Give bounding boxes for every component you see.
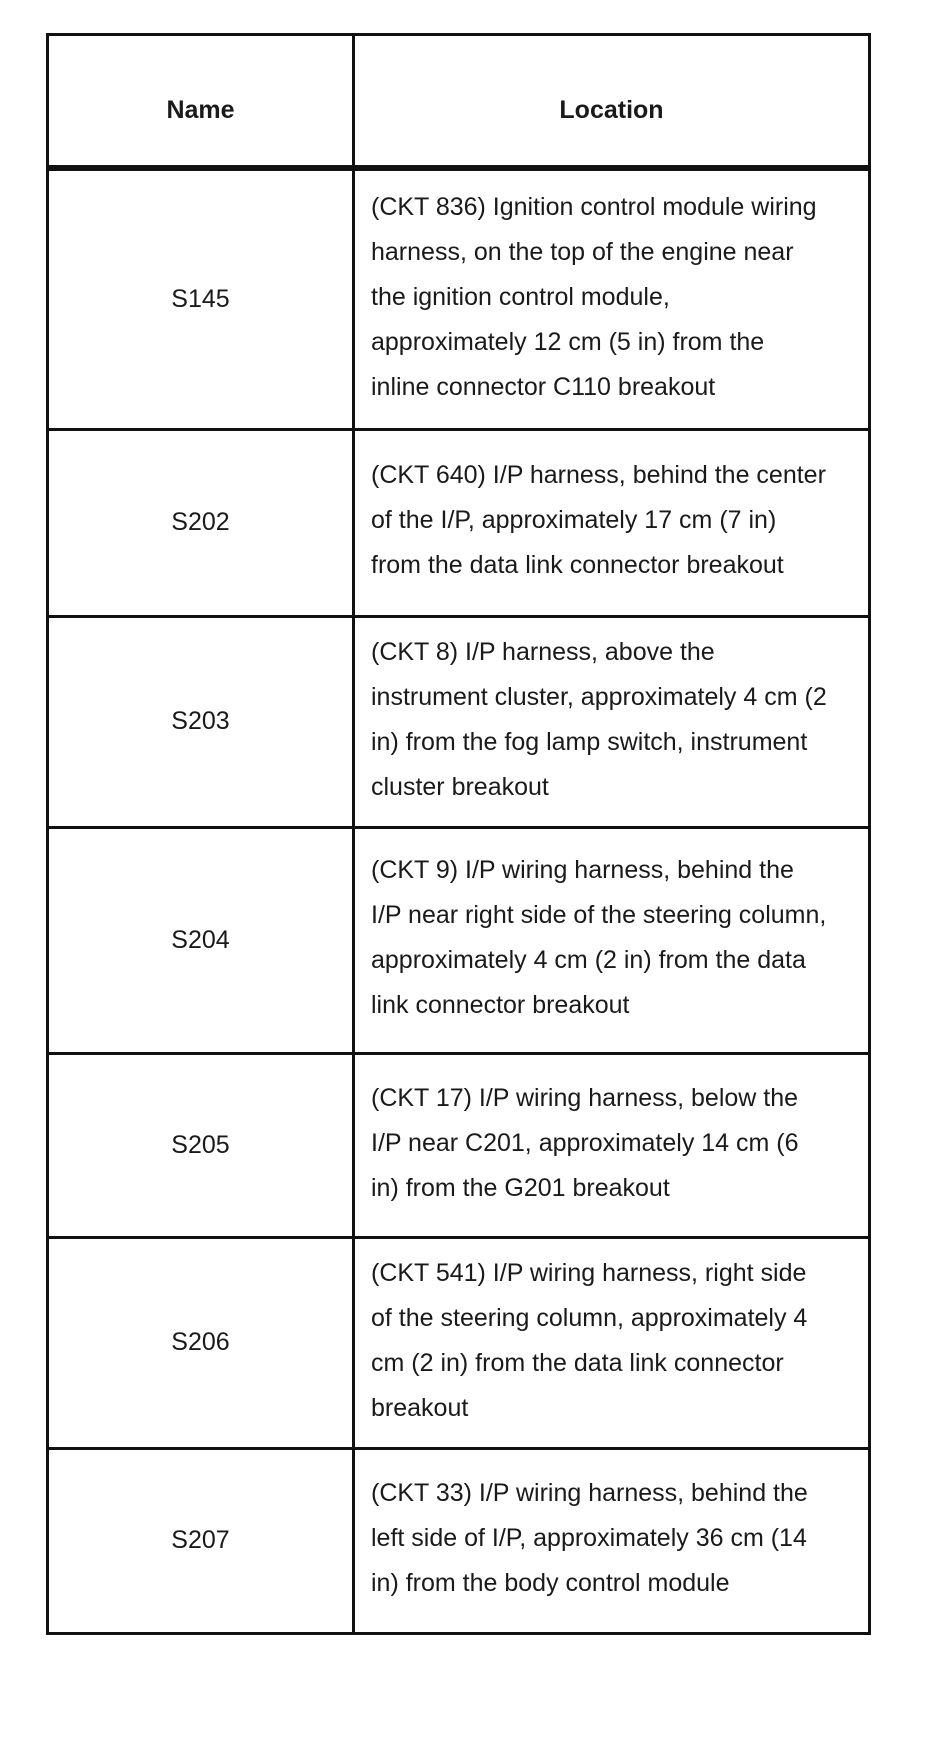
splice-name-cell: S145 (48, 168, 354, 429)
splice-name-cell: S204 (48, 827, 354, 1053)
splice-name-cell: S202 (48, 429, 354, 616)
splice-location-table (46, 33, 871, 1635)
splice-name-cell: S206 (48, 1237, 354, 1448)
splice-name-cell: S203 (48, 616, 354, 827)
splice-location-cell: (CKT 640) I/P harness, behind the center of the I/P, approximately 17 cm (7 in) from the data link connector breakout (354, 429, 870, 616)
splice-location-table-wrapper (46, 33, 868, 1635)
table-row (48, 1237, 870, 1448)
table-row (48, 1053, 870, 1237)
table-row (48, 429, 870, 616)
splice-location-cell: (CKT 8) I/P harness, above the instrument cluster, approximately 4 cm (2 in) from the fog lamp switch, instrument cluster breakout (354, 616, 870, 827)
column-header-location: Location (354, 35, 870, 169)
splice-location-cell: (CKT 541) I/P wiring harness, right side of the steering column, approximately 4 cm (2 in) from the data link connector breakout (354, 1237, 870, 1448)
splice-name-cell: S207 (48, 1448, 354, 1633)
column-header-name: Name (48, 35, 354, 169)
table-row (48, 616, 870, 827)
table-row (48, 168, 870, 429)
splice-location-cell: (CKT 9) I/P wiring harness, behind the I/P near right side of the steering column, approximately 4 cm (2 in) from the data link connector breakout (354, 827, 870, 1053)
splice-location-cell: (CKT 836) Ignition control module wiring harness, on the top of the engine near the ignition control module, approximately 12 cm (5 in) from the inline connector C110 breakout (354, 168, 870, 429)
splice-location-cell: (CKT 17) I/P wiring harness, below the I/P near C201, approximately 14 cm (6 in) from the G201 breakout (354, 1053, 870, 1237)
splice-location-cell: (CKT 33) I/P wiring harness, behind the left side of I/P, approximately 36 cm (14 in) from the body control module (354, 1448, 870, 1633)
table-row (48, 1448, 870, 1633)
splice-name-cell: S205 (48, 1053, 354, 1237)
table-row (48, 827, 870, 1053)
table-header-row (48, 35, 870, 169)
